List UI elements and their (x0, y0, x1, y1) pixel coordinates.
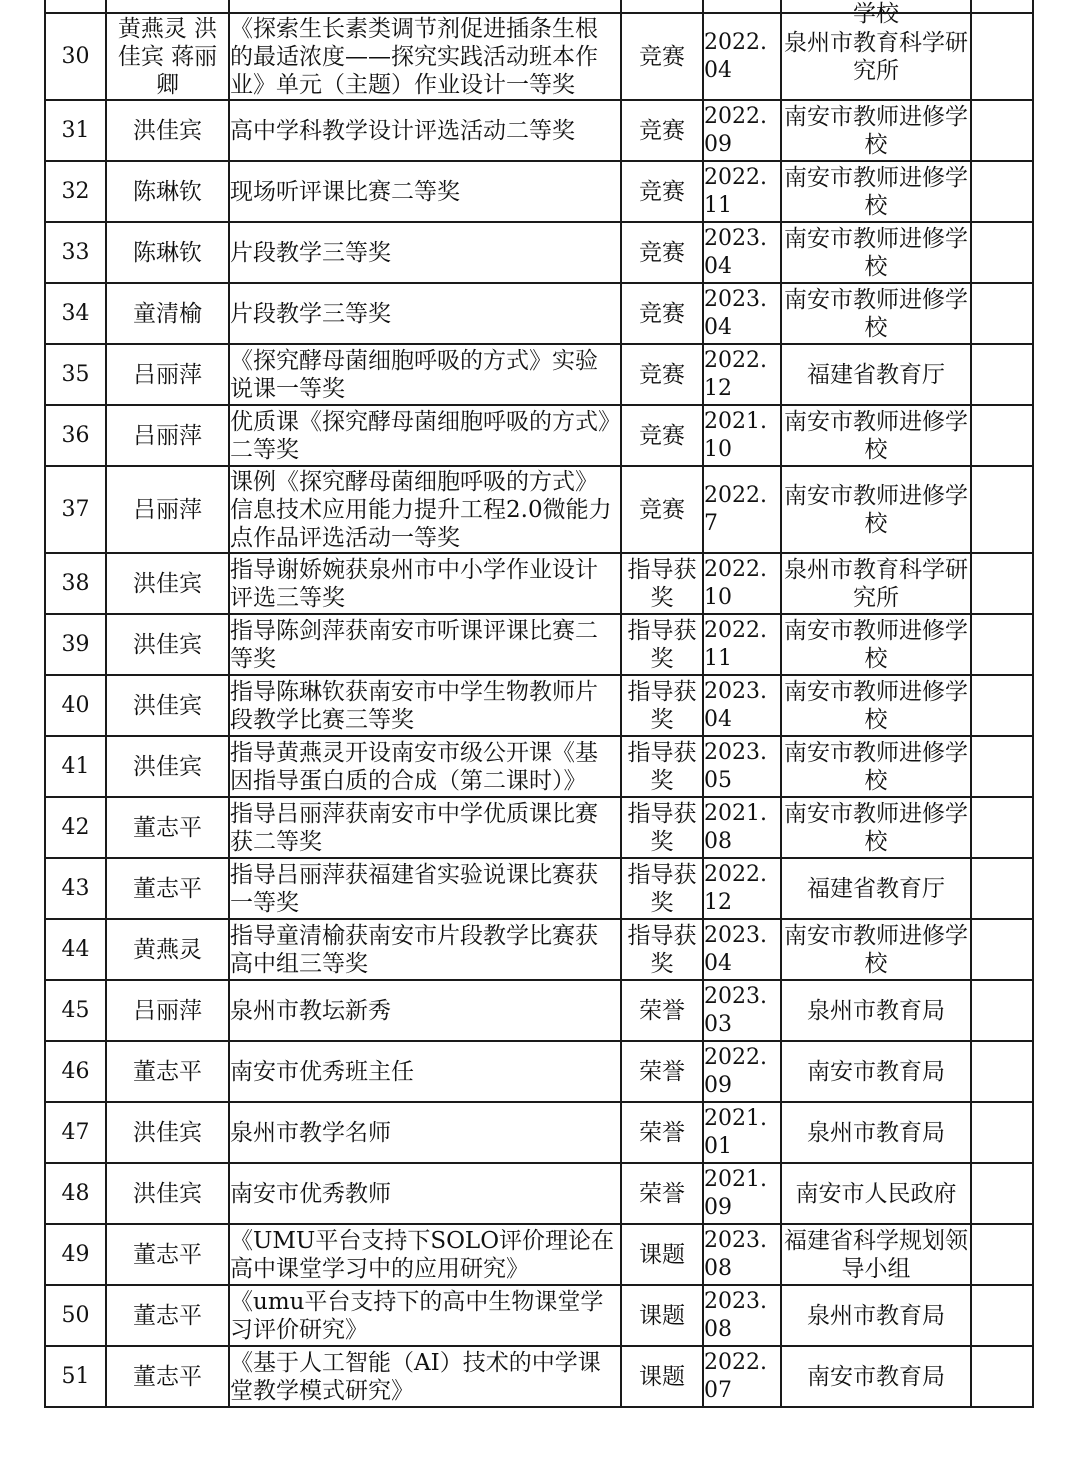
cell-achievement: 片段教学三等奖 (229, 222, 621, 283)
cell-issuer: 南安市人民政府 (781, 1163, 971, 1224)
cell-issuer: 泉州市教育局 (781, 980, 971, 1041)
table-row (45, 344, 1033, 405)
cell-number: 42 (45, 797, 106, 858)
cell-person: 童清榆 (106, 283, 229, 344)
cell-remark (971, 13, 1033, 100)
cell-category: 竞赛 (621, 100, 703, 161)
cell-issuer: 泉州市教育局 (781, 1285, 971, 1346)
cell-remark (971, 344, 1033, 405)
cell-date: 2022.09 (703, 100, 781, 161)
table-row (45, 1346, 1033, 1407)
cell-person: 黄燕灵 洪佳宾 蒋丽卿 (106, 13, 229, 100)
cell-person: 洪佳宾 (106, 1163, 229, 1224)
cell-achievement: 指导黄燕灵开设南安市级公开课《基因指导蛋白质的合成（第二课时）》 (229, 736, 621, 797)
cell-issuer: 南安市教师进修学校 (781, 614, 971, 675)
cell-issuer: 福建省教育厅 (781, 858, 971, 919)
table-row (45, 283, 1033, 344)
cell-achievement: 《探究酵母菌细胞呼吸的方式》实验说课一等奖 (229, 344, 621, 405)
cell-remark (971, 614, 1033, 675)
cell-remark (971, 736, 1033, 797)
cell-issuer: 泉州市教育局 (781, 1102, 971, 1163)
cell-date: 2022.11 (703, 161, 781, 222)
cell-remark (971, 283, 1033, 344)
table-row (45, 1224, 1033, 1285)
cell-person: 吕丽萍 (106, 344, 229, 405)
table-row-continued (45, 0, 1033, 13)
cell-person: 董志平 (106, 1224, 229, 1285)
cell-category: 竞赛 (621, 466, 703, 553)
cell-issuer: 南安市教师进修学校 (781, 919, 971, 980)
cell-date: 2021.10 (703, 405, 781, 466)
table-row (45, 675, 1033, 736)
table-row (45, 222, 1033, 283)
cell-category: 竞赛 (621, 222, 703, 283)
cell-number: 50 (45, 1285, 106, 1346)
cell-date: 2022.09 (703, 1041, 781, 1102)
cell-category: 竞赛 (621, 161, 703, 222)
cell-category: 课题 (621, 1346, 703, 1407)
cell-number: 51 (45, 1346, 106, 1407)
cell-number: 32 (45, 161, 106, 222)
table-row (45, 797, 1033, 858)
cell-date: 2023.05 (703, 736, 781, 797)
cell-date: 2023.08 (703, 1224, 781, 1285)
cell-number: 48 (45, 1163, 106, 1224)
cell-achievement: 指导吕丽萍获南安市中学优质课比赛获二等奖 (229, 797, 621, 858)
cell-person: 洪佳宾 (106, 100, 229, 161)
cell-date: 2022.04 (703, 13, 781, 100)
table-row (45, 161, 1033, 222)
cell-remark (971, 466, 1033, 553)
cell-issuer: 南安市教师进修学校 (781, 405, 971, 466)
cell-achievement: 优质课《探究酵母菌细胞呼吸的方式》二等奖 (229, 405, 621, 466)
cell-number: 36 (45, 405, 106, 466)
cell-date: 2022.7 (703, 466, 781, 553)
cell-remark (971, 161, 1033, 222)
cell-person: 洪佳宾 (106, 675, 229, 736)
cell-achievement: 南安市优秀班主任 (229, 1041, 621, 1102)
cell-person: 陈琳钦 (106, 222, 229, 283)
cell-remark (971, 553, 1033, 614)
cell-issuer: 南安市教师进修学校 (781, 466, 971, 553)
cell-issuer: 南安市教育局 (781, 1041, 971, 1102)
cell-achievement: 《探索生长素类调节剂促进插条生根的最适浓度——探究实践活动班本作业》单元（主题）作业设计一等奖 (229, 13, 621, 100)
cell-person: 吕丽萍 (106, 980, 229, 1041)
cell-date: 2022.11 (703, 614, 781, 675)
cell-category: 课题 (621, 1285, 703, 1346)
cell-date: 2023.04 (703, 283, 781, 344)
table-row (45, 980, 1033, 1041)
cell-category: 竞赛 (621, 13, 703, 100)
cell-achievement: 指导谢娇婉获泉州市中小学作业设计评选三等奖 (229, 553, 621, 614)
cell-category: 课题 (621, 1224, 703, 1285)
cell-category: 荣誉 (621, 1041, 703, 1102)
cell-issuer: 泉州市教育科学研究所 (781, 553, 971, 614)
cell-number: 49 (45, 1224, 106, 1285)
cell-achievement: 片段教学三等奖 (229, 283, 621, 344)
cell-category: 竞赛 (621, 283, 703, 344)
table-row (45, 405, 1033, 466)
cell-remark (971, 1346, 1033, 1407)
cell-person: 洪佳宾 (106, 553, 229, 614)
cell-achievement: 指导陈琳钦获南安市中学生物教师片段教学比赛三等奖 (229, 675, 621, 736)
cell-achievement: 课例《探究酵母菌细胞呼吸的方式》信息技术应用能力提升工程2.0微能力点作品评选活动一等奖 (229, 466, 621, 553)
cell-category: 指导获奖 (621, 614, 703, 675)
awards-table (44, 0, 1034, 1408)
cell-date: 2023.03 (703, 980, 781, 1041)
cell-person: 吕丽萍 (106, 405, 229, 466)
cell-number: 35 (45, 344, 106, 405)
cell-issuer: 泉州市教育科学研究所 (781, 13, 971, 100)
cell-date: 2023.04 (703, 919, 781, 980)
cell-person: 董志平 (106, 797, 229, 858)
cell-remark (971, 1224, 1033, 1285)
cell-remark (971, 919, 1033, 980)
cell-remark (971, 797, 1033, 858)
cell-remark (971, 1285, 1033, 1346)
cell-achievement: 现场听评课比赛二等奖 (229, 161, 621, 222)
cell-number: 47 (45, 1102, 106, 1163)
cell-number: 38 (45, 553, 106, 614)
cell-person: 吕丽萍 (106, 466, 229, 553)
cell-achievement: 南安市优秀教师 (229, 1163, 621, 1224)
cell-achievement: 指导童清榆获南安市片段教学比赛获高中组三等奖 (229, 919, 621, 980)
cell-remark (971, 1041, 1033, 1102)
cell-category: 指导获奖 (621, 797, 703, 858)
cell-number: 41 (45, 736, 106, 797)
cell-number: 30 (45, 13, 106, 100)
cell-achievement: 《UMU平台支持下SOLO评价理论在高中课堂学习中的应用研究》 (229, 1224, 621, 1285)
cell-issuer: 福建省科学规划领导小组 (781, 1224, 971, 1285)
cell-person: 董志平 (106, 1285, 229, 1346)
cell-achievement: 《基于人工智能（AI）技术的中学课堂教学模式研究》 (229, 1346, 621, 1407)
table-row (45, 466, 1033, 553)
cell-remark (971, 980, 1033, 1041)
cell-date: 2022.12 (703, 858, 781, 919)
cell-date: 2021.01 (703, 1102, 781, 1163)
cell-category: 指导获奖 (621, 736, 703, 797)
cell-date: 2023.04 (703, 675, 781, 736)
cell-number: 37 (45, 466, 106, 553)
cell-number: 34 (45, 283, 106, 344)
table-row (45, 736, 1033, 797)
cell-category: 荣誉 (621, 1102, 703, 1163)
cell-number: 33 (45, 222, 106, 283)
cell-date: 2023.04 (703, 222, 781, 283)
table-row (45, 858, 1033, 919)
cell-category: 指导获奖 (621, 919, 703, 980)
cell-person: 黄燕灵 (106, 919, 229, 980)
table-row (45, 553, 1033, 614)
table-row (45, 919, 1033, 980)
cell-number: 39 (45, 614, 106, 675)
cell-issuer: 南安市教师进修学校 (781, 283, 971, 344)
cell-remark (971, 1102, 1033, 1163)
table-row (45, 1163, 1033, 1224)
table-row (45, 1285, 1033, 1346)
cell-category: 荣誉 (621, 980, 703, 1041)
cell-category: 指导获奖 (621, 553, 703, 614)
cell-issuer: 南安市教育局 (781, 1346, 971, 1407)
table-row (45, 1102, 1033, 1163)
cell-achievement: 指导吕丽萍获福建省实验说课比赛获一等奖 (229, 858, 621, 919)
cell-category: 指导获奖 (621, 858, 703, 919)
cell-issuer: 南安市教师进修学校 (781, 797, 971, 858)
cell-achievement: 指导陈剑萍获南安市听课评课比赛二等奖 (229, 614, 621, 675)
cell-remark (971, 675, 1033, 736)
table-row (45, 100, 1033, 161)
cell-issuer: 南安市教师进修学校 (781, 736, 971, 797)
cell-person: 董志平 (106, 1041, 229, 1102)
cell-person: 陈琳钦 (106, 161, 229, 222)
cell-date: 2022.10 (703, 553, 781, 614)
cell-achievement: 泉州市教坛新秀 (229, 980, 621, 1041)
table-row (45, 1041, 1033, 1102)
cell-achievement: 高中学科教学设计评选活动二等奖 (229, 100, 621, 161)
cell-date: 2023.08 (703, 1285, 781, 1346)
cell-person: 洪佳宾 (106, 736, 229, 797)
cell-achievement: 泉州市教学名师 (229, 1102, 621, 1163)
cell-issuer: 福建省教育厅 (781, 344, 971, 405)
table-row (45, 614, 1033, 675)
cell-issuer: 南安市教师进修学校 (781, 161, 971, 222)
cell-date: 2021.08 (703, 797, 781, 858)
cell-category: 指导获奖 (621, 675, 703, 736)
cell-remark (971, 1163, 1033, 1224)
cell-date: 2021.09 (703, 1163, 781, 1224)
cell-org-fragment: 学校 (853, 1, 899, 27)
cell-issuer: 南安市教师进修学校 (781, 100, 971, 161)
cell-issuer: 南安市教师进修学校 (781, 675, 971, 736)
cell-date: 2022.07 (703, 1346, 781, 1407)
cell-category: 竞赛 (621, 344, 703, 405)
cell-category: 荣誉 (621, 1163, 703, 1224)
cell-remark (971, 405, 1033, 466)
cell-person: 董志平 (106, 1346, 229, 1407)
cell-category: 竞赛 (621, 405, 703, 466)
cell-remark (971, 100, 1033, 161)
cell-remark (971, 222, 1033, 283)
cell-person: 洪佳宾 (106, 1102, 229, 1163)
cell-number: 43 (45, 858, 106, 919)
cell-issuer: 南安市教师进修学校 (781, 222, 971, 283)
cell-person: 洪佳宾 (106, 614, 229, 675)
cell-number: 40 (45, 675, 106, 736)
cell-achievement: 《umu平台支持下的高中生物课堂学习评价研究》 (229, 1285, 621, 1346)
cell-person: 董志平 (106, 858, 229, 919)
cell-remark (971, 858, 1033, 919)
cell-number: 44 (45, 919, 106, 980)
cell-number: 45 (45, 980, 106, 1041)
cell-number: 31 (45, 100, 106, 161)
cell-number: 46 (45, 1041, 106, 1102)
cell-date: 2022.12 (703, 344, 781, 405)
